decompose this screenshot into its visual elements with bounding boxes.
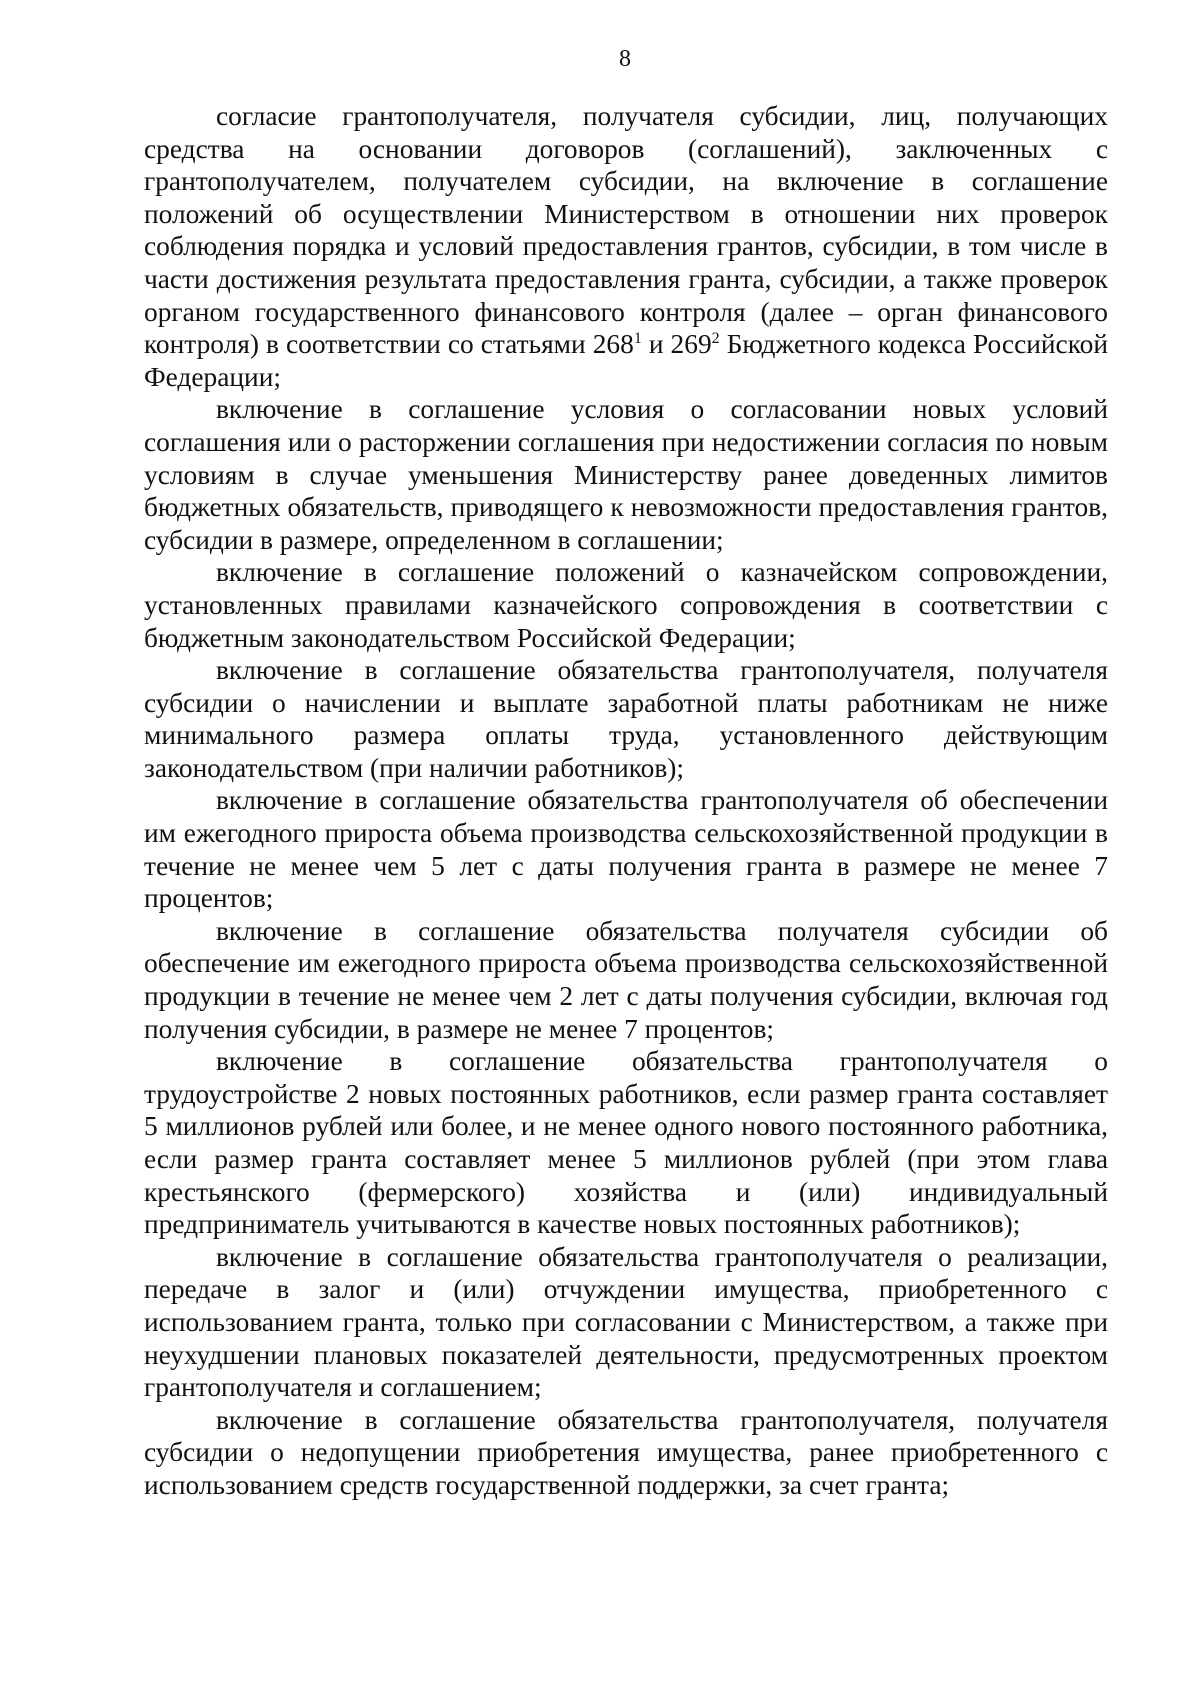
paragraph-subsidy-production-growth: включение в соглашение обязательства получателя субсидии об обеспечение им ежегодного прироста объема производства сельскохозяйственной продукции в течение не менее чем 2 лет с даты получения субсидии, включая год получения субсидии, в размере не менее 7 процентов; — [144, 915, 1108, 1044]
paragraph-consent-inspections: согласие грантополучателя, получателя субсидии, лиц, получающих средства на основании договоров (соглашений), заключенных с грантополучателем, получателем субсидии, на включение в соглашение положений об осуществлении Министерством в отношении них проверок соблюдения порядка и условий предоставления грантов, субсидии, в том числе в части достижения результата предоставления гранта, субсидии, а также проверок органом государственного финансового контроля (далее – орган финансового контроля) в соответствии со статьями $268^1$ и $269^2$ Бюджетного кодекса Российской Федерации; — [144, 101, 1108, 392]
paragraph-minimum-wage: включение в соглашение обязательства грантополучателя, получателя субсидии о начислении и выплате заработной платы работникам не ниже минимального размера оплаты труда, установленного действующим законодательством (при наличии работников); — [144, 655, 1108, 783]
paragraph-grant-production-growth: включение в соглашение обязательства грантополучателя об обеспечении им ежегодного прироста объема производства сельскохозяйственной продукции в течение не менее чем 5 лет с даты получения гранта в размере не менее 7 процентов; — [144, 785, 1108, 914]
paragraph-new-conditions: включение в соглашение условия о согласовании новых условий соглашения или о расторжении соглашения при недостижении согласия по новым условиям в случае уменьшения Министерству ранее доведенных лимитов бюджетных обязательств, приводящего к невозможности предоставления грантов, субсидии в размере, определенном в соглашении; — [144, 394, 1108, 555]
document-body — [144, 100, 1108, 1502]
page-number: 8 — [619, 46, 631, 72]
paragraph-employment: включение в соглашение обязательства грантополучателя о трудоустройстве 2 новых постоянных работников, если размер гранта составляет 5 миллионов рублей или более, и не менее одного нового постоянного работника, если размер гранта составляет менее 5 миллионов рублей (при этом глава крестьянского (фермерского) хозяйства и (или) индивидуальный предприниматель учитываются в качестве новых постоянных работников); — [144, 1046, 1108, 1240]
paragraph-property-acquisition: включение в соглашение обязательства грантополучателя, получателя субсидии о недопущении приобретения имущества, ранее приобретенного с использованием средств государственной поддержки, за счет гранта; — [144, 1404, 1108, 1500]
paragraph-treasury-support: включение в соглашение положений о казначейском сопровождении, установленных правилами казначейского сопровождения в соответствии с бюджетным законодательством Российской Федерации; — [144, 557, 1108, 653]
paragraph-property-disposal: включение в соглашение обязательства грантополучателя о реализации, передаче в залог и (или) отчуждении имущества, приобретенного с использованием гранта, только при согласовании с Министерством, а также при неухудшении плановых показателей деятельности, предусмотренных проектом грантополучателя и соглашением; — [144, 1241, 1108, 1403]
